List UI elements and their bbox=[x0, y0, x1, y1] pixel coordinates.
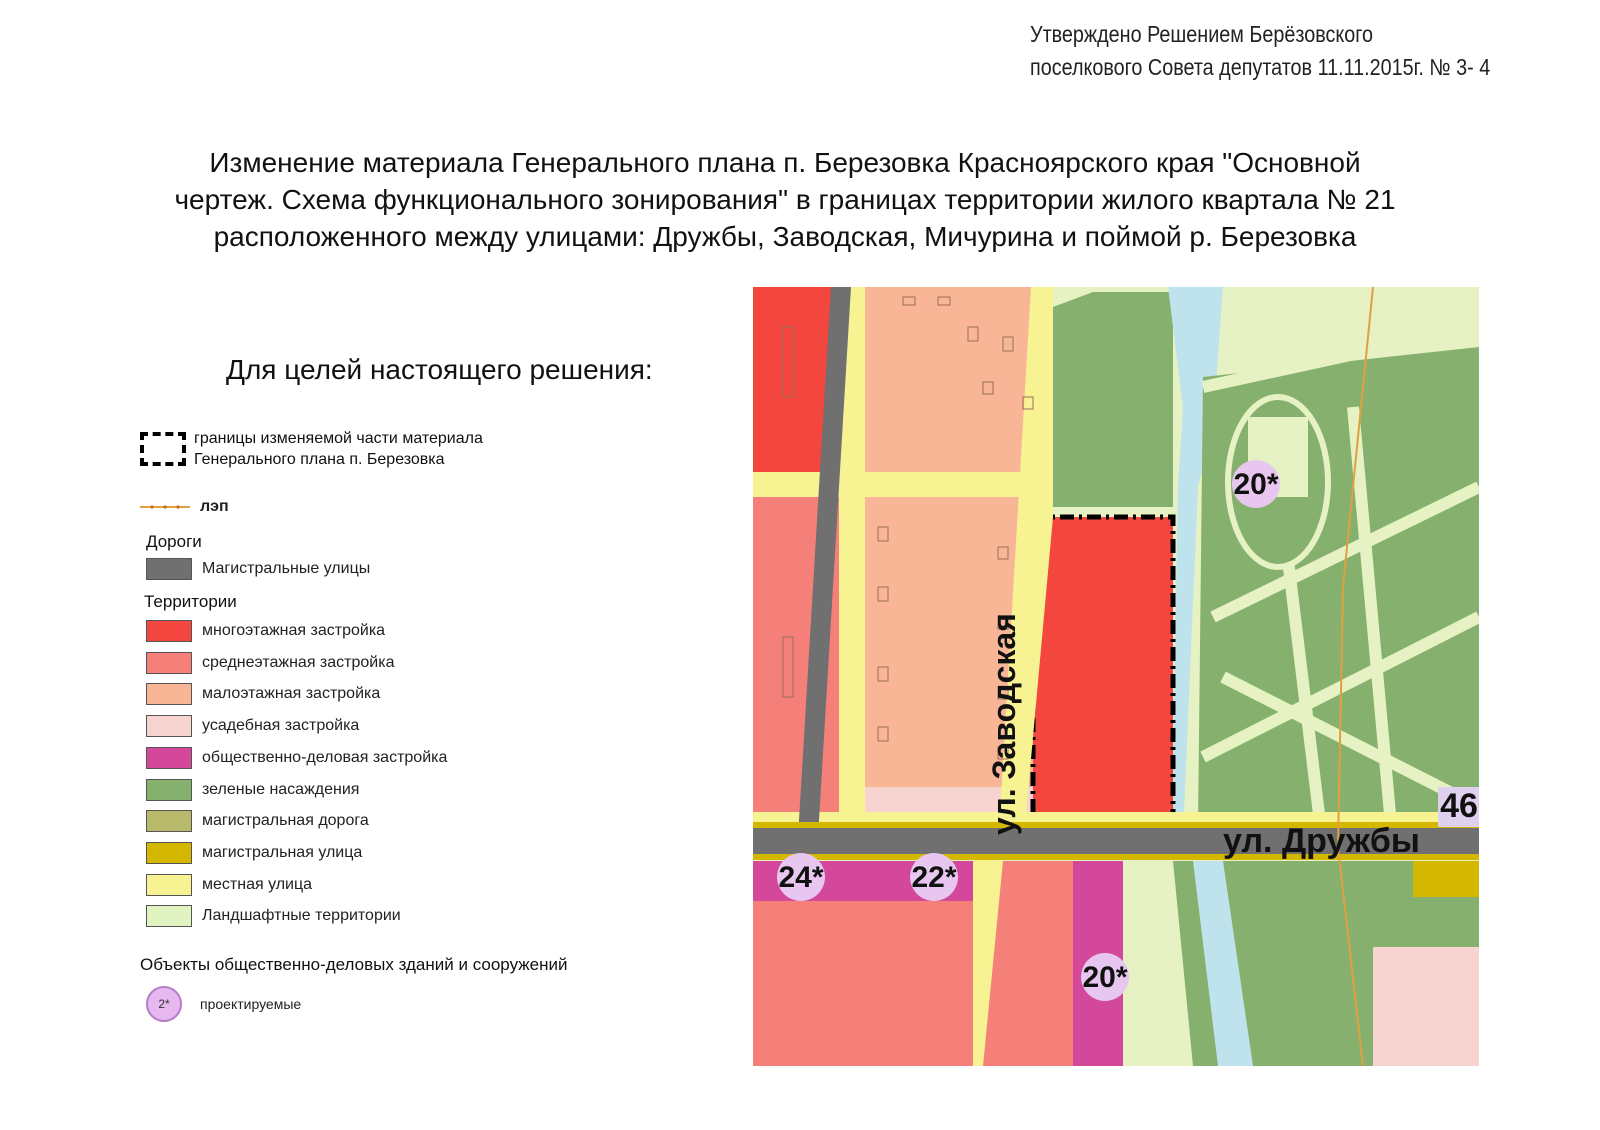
zone-green-park bbox=[1198, 347, 1479, 827]
map-canvas bbox=[753, 287, 1479, 1066]
title-line-1: Изменение материала Генерального плана п. Березовка Красноярского края "Основной bbox=[209, 147, 1361, 178]
legend-swatch bbox=[146, 905, 192, 927]
legend-item-label: магистральная улица bbox=[202, 843, 363, 861]
marker-20-park-label: 20* bbox=[1233, 468, 1279, 501]
zoning-map bbox=[753, 287, 1479, 1066]
legend-item bbox=[146, 905, 401, 927]
legend-item-label: малоэтажная застройка bbox=[202, 685, 381, 703]
power-line-label: лэп bbox=[200, 498, 229, 515]
legend-item-label: общественно-деловая застройка bbox=[202, 748, 448, 766]
legend-swatch bbox=[146, 620, 192, 642]
legend-item bbox=[146, 620, 385, 642]
street-label-druzhby: ул. Дружбы bbox=[1223, 822, 1420, 860]
legend-swatch bbox=[146, 779, 192, 801]
marker-22-label: 22* bbox=[911, 861, 957, 894]
legend-item bbox=[146, 747, 447, 769]
legend-item-label: зеленые насаждения bbox=[202, 780, 360, 798]
document-title bbox=[120, 144, 1450, 255]
objects-symbol: 2* bbox=[146, 986, 182, 1022]
legend-swatch bbox=[146, 842, 192, 864]
legend-item-label: магистральная дорога bbox=[202, 812, 369, 830]
title-line-2: чертеж. Схема функционального зонирования" в границах территории жилого квартала № 21 bbox=[174, 184, 1396, 215]
objects-header: Объекты общественно-деловых зданий и сооружений bbox=[140, 955, 568, 974]
boundary-label-2: Генерального плана п. Березовка bbox=[194, 451, 445, 468]
main-streets-swatch bbox=[146, 558, 192, 580]
legend-swatch bbox=[146, 810, 192, 832]
legend-item bbox=[146, 810, 369, 832]
legend-swatch bbox=[146, 715, 192, 737]
legend-subtitle: Для целей настоящего решения: bbox=[226, 354, 653, 385]
block-number: 46 bbox=[1440, 787, 1478, 825]
street-label-zavodskaya: ул. Заводская bbox=[986, 613, 1022, 835]
legend-main-streets bbox=[146, 558, 370, 580]
legend-power-line bbox=[140, 498, 229, 516]
legend-item-label: Ландшафтные территории bbox=[202, 907, 401, 925]
approval-line-2: поселкового Совета депутатов 11.11.2015г. № 3- 4 bbox=[1030, 54, 1491, 80]
legend-item-label: усадебная застройка bbox=[202, 717, 360, 735]
legend-item bbox=[146, 779, 359, 801]
legend-boundary bbox=[140, 428, 483, 470]
marker-24-label: 24* bbox=[778, 861, 824, 894]
marker-20-south-label: 20* bbox=[1082, 961, 1128, 994]
roads-header: Дороги bbox=[146, 532, 202, 551]
target-block-fill bbox=[1033, 517, 1173, 822]
legend-swatch bbox=[146, 652, 192, 674]
boundary-label-1: границы изменяемой части материала bbox=[194, 430, 483, 447]
boundary-symbol bbox=[140, 432, 186, 466]
legend-objects bbox=[140, 986, 301, 1022]
legend-item bbox=[146, 874, 312, 896]
approval-note bbox=[1030, 18, 1490, 84]
legend-swatch bbox=[146, 874, 192, 896]
main-streets-label: Магистральные улицы bbox=[202, 560, 371, 577]
territories-header: Территории bbox=[144, 592, 237, 611]
zone-low-rise-1 bbox=[863, 287, 1043, 472]
power-line-symbol bbox=[140, 501, 190, 513]
legend-item-label: многоэтажная застройка bbox=[202, 622, 386, 639]
approval-line-1: Утверждено Решением Берёзовского bbox=[1030, 21, 1374, 47]
legend-item-label: среднеэтажная застройка bbox=[202, 653, 395, 671]
legend-swatch bbox=[146, 683, 192, 705]
legend-item bbox=[146, 842, 362, 864]
legend-item bbox=[146, 652, 394, 674]
zone-bottom-yellow bbox=[1413, 861, 1479, 897]
legend-item-label: местная улица bbox=[202, 875, 313, 893]
legend-item bbox=[146, 715, 359, 737]
objects-label: проектируемые bbox=[200, 996, 302, 1012]
zone-green-1 bbox=[1053, 292, 1173, 507]
legend-swatch bbox=[146, 747, 192, 769]
legend-item bbox=[146, 683, 380, 705]
title-line-3: расположенного между улицами: Дружбы, Заводская, Мичурина и поймой р. Березовка bbox=[213, 221, 1357, 252]
zone-bottom-estate bbox=[1373, 947, 1479, 1066]
